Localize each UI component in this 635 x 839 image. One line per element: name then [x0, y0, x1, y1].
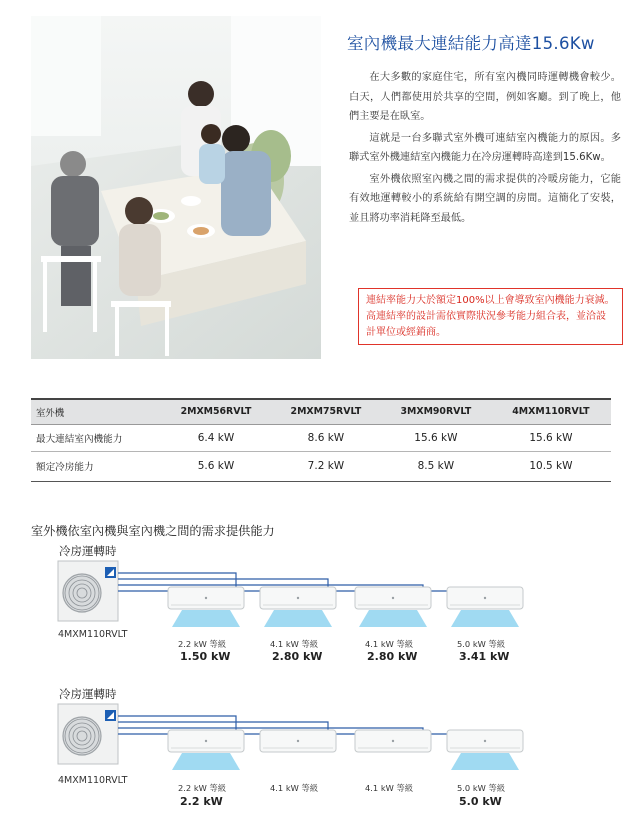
cool-airflow	[359, 610, 427, 627]
table-cell: 6.4 kW	[161, 424, 271, 451]
rated-capacity-label: 4.1 kW 等級	[270, 783, 319, 793]
rated-capacity-label: 4.1 kW 等級	[365, 639, 414, 649]
table-cell: 5.6 kW	[161, 451, 271, 481]
actual-capacity-value: 2.80 kW	[367, 650, 418, 663]
actual-capacity-value: 1.50 kW	[180, 650, 231, 663]
table-header-model: 4MXM110RVLT	[491, 399, 611, 424]
rated-capacity-label: 2.2 kW 等級	[178, 783, 227, 793]
actual-capacity-value: 2.2 kW	[180, 795, 223, 808]
actual-capacity-value: 5.0 kW	[459, 795, 502, 808]
table-header-model: 2MXM56RVLT	[161, 399, 271, 424]
table-header-row	[31, 399, 611, 424]
table-cell: 15.6 kW	[491, 424, 611, 451]
table-header-model: 2MXM75RVLT	[271, 399, 381, 424]
table-row	[31, 451, 611, 481]
rated-capacity-label: 4.1 kW 等級	[365, 783, 414, 793]
capacity-diagram-1	[0, 555, 635, 665]
body-paragraph: 室外機依照室內機之間的需求提供的冷暖房能力，它能有效地運轉較小的系統給有開空調的房間。這簡化了安裝，並且將功率消耗降至最低。	[349, 173, 621, 224]
table-row-label: 額定冷房能力	[31, 451, 161, 481]
family-dining-photo	[31, 16, 321, 359]
cool-airflow	[172, 753, 240, 770]
rated-capacity-label: 5.0 kW 等級	[457, 639, 506, 649]
table-cell: 8.6 kW	[271, 424, 381, 451]
diagram-graphic	[0, 698, 635, 818]
body-paragraph: 在大多數的家庭住宅，所有室內機同時運轉機會較少。白天，人們都使用於共享的空間，例如客廳。到了晚上，他們主要是在臥室。	[349, 72, 621, 122]
warning-note: 連結率能力大於額定100%以上會導致室內機能力衰減。高連結率的設計需依實際狀況參考能力組合表，並洽設計單位或經銷商。	[358, 288, 623, 345]
diagram-section-title: 室外機依室內機與室內機之間的需求提供能力	[31, 524, 275, 538]
outdoor-model-label: 4MXM110RVLT	[58, 775, 128, 786]
cool-airflow	[451, 753, 519, 770]
body-paragraph: 這就是一台多聯式室外機可連結室內機能力的原因。多聯式室外機連結室內機能力在冷房運轉時高達到15.6Kw。	[349, 132, 621, 163]
table-cell: 15.6 kW	[381, 424, 491, 451]
table-cell: 7.2 kW	[271, 451, 381, 481]
rated-capacity-label: 2.2 kW 等級	[178, 639, 227, 649]
diagram-2-mode: 冷房運轉時	[59, 687, 117, 701]
table-cell: 8.5 kW	[381, 451, 491, 481]
page-heading: 室內機最大連結能力高達15.6Kw	[347, 34, 595, 53]
outdoor-model-label: 4MXM110RVLT	[58, 629, 128, 640]
table-row-label: 最大連結室內機能力	[31, 424, 161, 451]
table-header-model: 3MXM90RVLT	[381, 399, 491, 424]
spec-table	[31, 398, 611, 482]
diagram-1-mode: 冷房運轉時	[59, 544, 117, 558]
cool-airflow	[451, 610, 519, 627]
actual-capacity-value: 3.41 kW	[459, 650, 510, 663]
table-row	[31, 424, 611, 451]
rated-capacity-label: 4.1 kW 等級	[270, 639, 319, 649]
capacity-diagram-2	[0, 698, 635, 818]
actual-capacity-value: 2.80 kW	[272, 650, 323, 663]
rated-capacity-label: 5.0 kW 等級	[457, 783, 506, 793]
cool-airflow	[264, 610, 332, 627]
table-cell: 10.5 kW	[491, 451, 611, 481]
body-text	[349, 68, 621, 230]
cool-airflow	[172, 610, 240, 627]
table-header-label: 室外機	[31, 399, 161, 424]
